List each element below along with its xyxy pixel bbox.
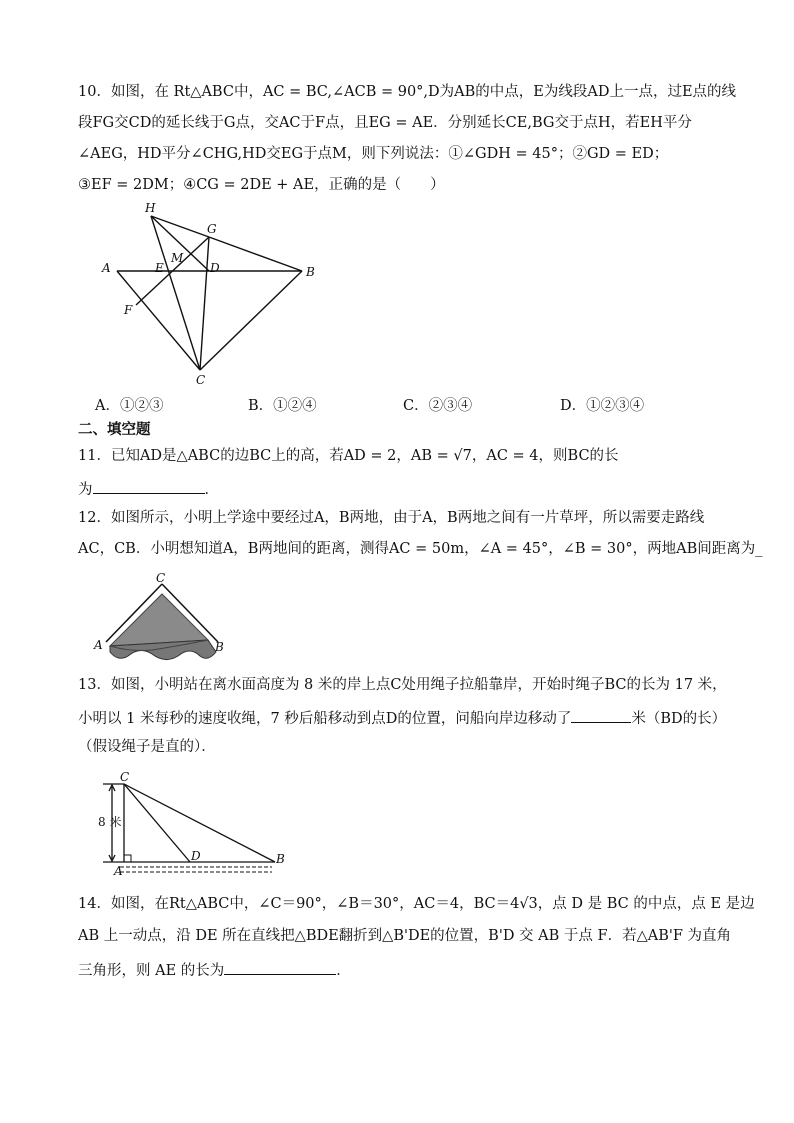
q13-prefix: 小明以 1 米每秒的速度收绳，7 秒后船移动到点D的位置，问船向岸边移动了 [78,711,572,727]
label-e: E [155,261,164,275]
q14-answer-blank[interactable] [224,958,336,975]
q10-figure [95,195,335,390]
q10-line-3: ∠AEG，HD平分∠CHG,HD交EG于点M，则下列说法：①∠GDH = 45°；②GD = ED； [78,146,669,162]
q14-line-1: 14．如图，在Rt△ABC中，∠C＝90°，∠B＝30°，AC＝4，BC＝4√3，点 D 是 BC 的中点，点 E 是边 [78,896,755,912]
line-gb [209,237,302,271]
section-heading: 二、填空题 [78,422,151,438]
lawn-shape [110,594,208,646]
label-c: C [156,571,166,585]
label-f: F [124,303,133,317]
q11-line-1: 11．已知AD是△ABC的边BC上的高，若AD = 2，AB = √7，AC = 4，则BC的长 [78,448,619,464]
q13-answer-blank[interactable] [571,706,631,723]
q10-line-4: ③EF = 2DM；④CG = 2DE + AE，正确的是（ ） [78,177,445,193]
q10-line-1: 10．如图，在 Rt△ABC中，AC = BC,∠ACB = 90°,D为AB的中点，E为线段AD上一点，过E点的线 [78,84,737,100]
line-bc [200,271,302,370]
line-hg [151,216,209,237]
label-a: A [94,638,103,652]
line-ac [117,271,200,370]
label-d: D [210,261,220,275]
line-cg [200,237,209,370]
label-d: D [191,849,201,863]
q13-suffix: 米（BD的长） [631,711,727,727]
q14-prefix: 三角形，则 AE 的长为 [78,963,225,979]
q14-suffix: ． [336,963,351,979]
q10-option-d[interactable]: D．①②③④ [560,398,645,414]
label-b: B [306,265,315,279]
q12-line-2: AC，CB．小明想知道A，B两地间的距离，测得AC = 50m，∠A = 45°，∠B = 30°，两地AB间距离为_ [78,541,763,557]
q11-answer-blank[interactable] [93,477,205,494]
q10-line-2: 段FG交CD的延长线于G点，交AC于F点，且EG = AE．分别延长CE,BG交于点H，若EH平分 [78,115,692,131]
label-b: B [276,852,285,866]
label-c: C [120,770,130,784]
label-height: 8 米 [98,815,122,829]
q10-option-b[interactable]: B．①②④ [248,398,317,414]
q13-line-1: 13．如图，小明站在离水面高度为 8 米的岸上点C处用绳子拉船靠岸，开始时绳子BC的长为 17 米， [78,677,727,693]
q10-option-a[interactable]: A．①②③ [95,398,164,414]
q12-line-1: 12．如图所示，小明上学途中要经过A，B两地，由于A，B两地之间有一片草坪，所以需要走路线 [78,510,705,526]
q14-line-3 [78,958,351,981]
q13-line-2 [78,706,726,729]
label-a: A [102,261,111,275]
label-g: G [207,222,217,236]
q10-option-c[interactable]: C．②③④ [403,398,473,414]
label-h: H [145,201,156,215]
label-b: B [215,640,224,654]
q13-line-3: （假设绳子是直的）． [78,739,216,755]
right-angle-mark [124,855,131,862]
q14-line-2: AB 上一动点，沿 DE 所在直线把△BDE翻折到△B'DE的位置，B'D 交 AB 于点 F．若△AB'F 为直角 [78,928,732,944]
q12-figure [88,568,233,663]
label-c: C [196,373,206,387]
label-a: A [114,864,123,878]
label-m: M [171,251,184,265]
q11-prefix: 为 [78,482,93,498]
q11-suffix: ． [204,482,219,498]
q13-figure [95,766,295,880]
rope-cd [124,784,190,862]
q11-line-2 [78,477,219,500]
